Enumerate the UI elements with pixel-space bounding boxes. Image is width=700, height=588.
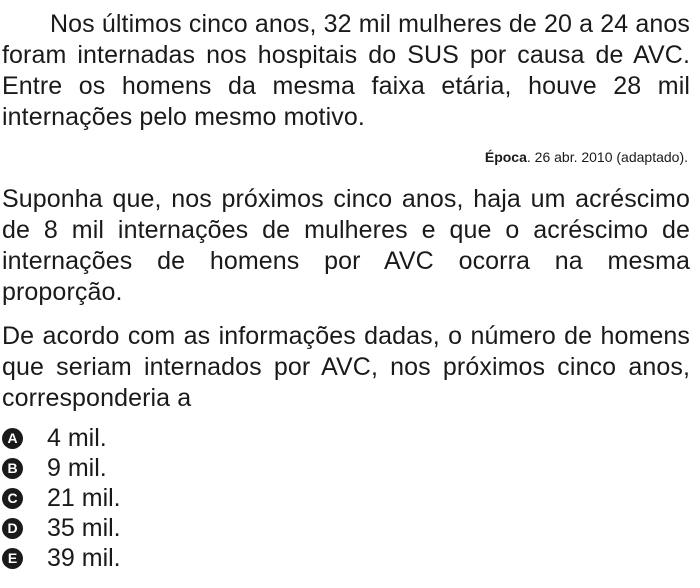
option-b-text: 9 mil.: [47, 454, 107, 482]
source-title: Época: [484, 149, 527, 165]
question-prompt: De acordo com as informações dadas, o número de homens que seriam internados por AVC, nos próximos cinco anos, corresponderia a: [2, 322, 690, 412]
option-c[interactable]: [2, 483, 402, 513]
option-a[interactable]: [2, 423, 402, 453]
context-paragraph: Nos últimos cinco anos, 32 mil mulheres de 20 a 24 anos foram internadas nos hospitais do SUS por causa de AVC. Entre os homens da mesma faixa etária, houve 28 mil internações pelo mesmo motivo.: [2, 10, 690, 131]
source-citation: [485, 148, 688, 166]
option-e-letter-badge: E: [2, 548, 23, 569]
option-d-letter-badge: D: [2, 518, 23, 539]
source-details: . 26 abr. 2010 (adaptado).: [526, 149, 688, 165]
option-d[interactable]: [2, 513, 402, 543]
hypothesis-paragraph: Suponha que, nos próximos cinco anos, haja um acréscimo de 8 mil internações de mulheres e que o acréscimo de internações de homens por AVC ocorra na mesma proporção.: [2, 185, 690, 306]
option-c-text: 21 mil.: [47, 484, 121, 512]
answer-options: [2, 423, 402, 573]
option-a-letter-badge: A: [2, 428, 23, 449]
option-b-letter-badge: B: [2, 458, 23, 479]
option-d-text: 35 mil.: [47, 514, 121, 542]
option-a-text: 4 mil.: [47, 424, 107, 452]
option-e[interactable]: [2, 543, 402, 573]
option-e-text: 39 mil.: [47, 544, 121, 572]
option-c-letter-badge: C: [2, 488, 23, 509]
option-b[interactable]: [2, 453, 402, 483]
